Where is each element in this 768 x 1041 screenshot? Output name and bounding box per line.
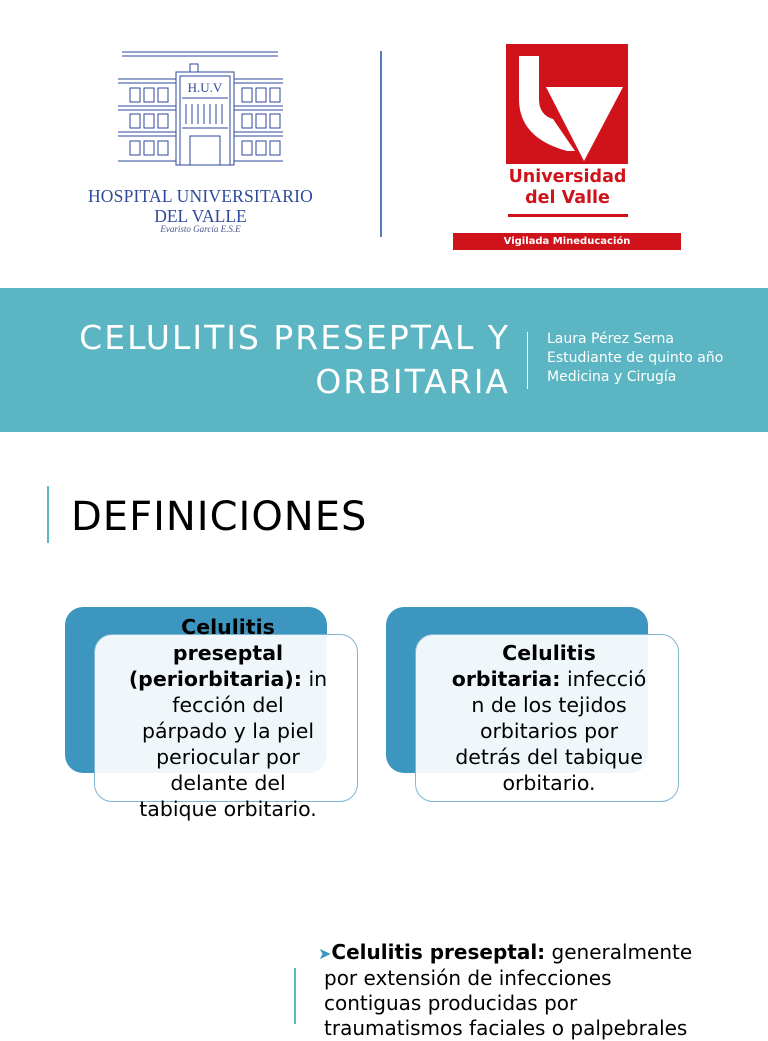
- card-orbitaria-def-line: detrás del tabique: [455, 745, 643, 769]
- hospital-building-label: H.U.V: [187, 80, 223, 95]
- card-preseptal-def-line: periocular por: [156, 745, 300, 769]
- card-orbitaria-term-line1: Celulitis: [502, 641, 596, 665]
- bullet-line: contiguas producidas por: [324, 991, 578, 1015]
- card-orbitaria-def-line: orbitarios por: [479, 719, 619, 743]
- section-heading: DEFINICIONES: [71, 494, 368, 540]
- title-band: [0, 288, 768, 432]
- university-underline: [508, 214, 628, 217]
- author-name: Laura Pérez Serna: [547, 331, 674, 347]
- author-role: Estudiante de quinto año: [547, 350, 724, 366]
- card-preseptal-term-line3: (periorbitaria):: [128, 667, 302, 691]
- card-preseptal-def-line: tabique orbitario.: [139, 797, 317, 821]
- university-logo: [453, 43, 681, 250]
- card-orbitaria-def-line: orbitario.: [502, 771, 596, 795]
- university-emblem-icon: [453, 43, 681, 168]
- card-preseptal-def-start: in: [301, 667, 328, 691]
- card-preseptal-term-line2: preseptal: [172, 641, 284, 665]
- bullet-line: traumatismos faciales o palpebrales: [324, 1016, 688, 1040]
- card-preseptal-text: [108, 614, 348, 822]
- card-preseptal-term-line1: Celulitis: [181, 615, 275, 639]
- author-program: Medicina y Cirugía: [547, 369, 677, 385]
- arrow-bullet-icon: ➤: [318, 944, 332, 963]
- university-name-line2: del Valle: [525, 188, 610, 208]
- university-banner: Vigilada Mineducación: [453, 233, 681, 250]
- presentation-title-line2: ORBITARIA: [315, 362, 510, 401]
- bullet-line1-rest: generalmente: [545, 940, 693, 964]
- logo-divider: [380, 51, 382, 237]
- card-orbitaria-def-start: infecció: [560, 667, 647, 691]
- presentation-title-line1: CELULITIS PRESEPTAL Y: [79, 318, 510, 357]
- hospital-name-line3: Evaristo García E.S.E: [160, 224, 241, 234]
- hospital-building-icon: [78, 46, 323, 186]
- hospital-name-line1: HOSPITAL UNIVERSITARIO: [87, 186, 314, 206]
- card-preseptal-def-line: delante del: [170, 771, 286, 795]
- section-accent-bar: [47, 486, 49, 543]
- card-orbitaria-term-line2: orbitaria:: [451, 667, 561, 691]
- card-preseptal-def-line: párpado y la piel: [141, 719, 315, 743]
- bullet-paragraph: [318, 940, 718, 1041]
- card-orbitaria-text: [429, 640, 669, 796]
- bullet-accent-bar: [294, 968, 296, 1024]
- card-preseptal-def-line: fección del: [172, 693, 284, 717]
- hospital-name-line2: DEL VALLE: [154, 206, 247, 226]
- card-orbitaria-def-line: n de los tejidos: [471, 693, 627, 717]
- university-name: [505, 167, 630, 209]
- hospital-logo: [78, 46, 323, 236]
- bullet-line: por extensión de infecciones: [324, 966, 612, 990]
- bullet-term: Celulitis preseptal:: [331, 940, 546, 964]
- title-divider: [527, 332, 528, 389]
- university-name-line1: Universidad: [508, 167, 627, 187]
